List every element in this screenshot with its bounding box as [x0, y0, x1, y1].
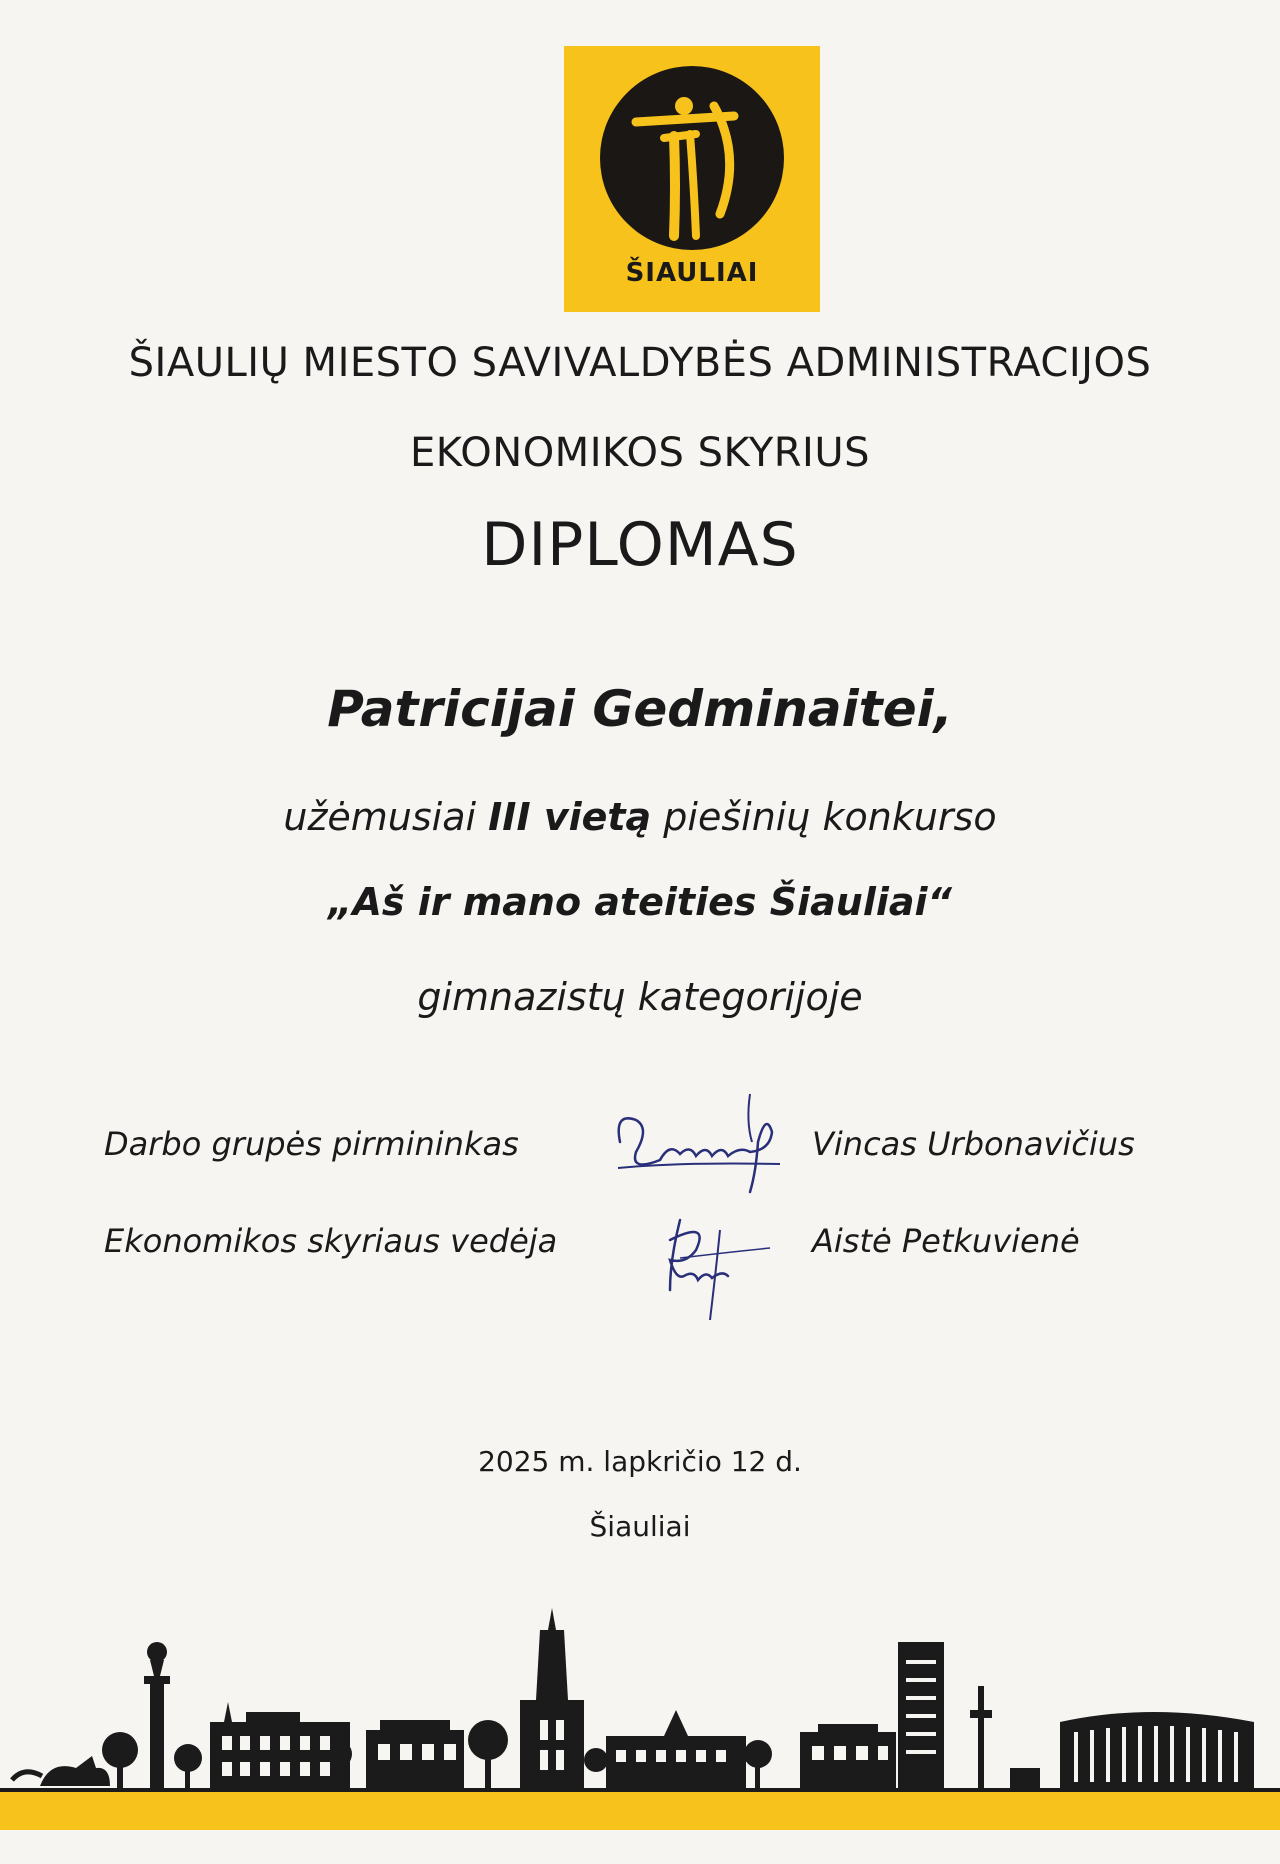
- contest-name: „Aš ir mano ateities Šiauliai“: [327, 880, 953, 924]
- signatory-role-2: Ekonomikos skyriaus vedėja: [104, 1222, 558, 1260]
- organization-line-2: EKONOMIKOS SKYRIUS: [409, 430, 871, 476]
- diploma-date: 2025 m. lapkričio 12 d.: [478, 1445, 802, 1478]
- footer-yellow-band: [0, 1792, 1280, 1830]
- award-line: [0, 795, 1280, 839]
- recipient-name: Patricijai Gedminaitei,: [327, 680, 953, 738]
- signatory-name-2: Aistė Petkuvienė: [812, 1222, 1080, 1260]
- award-line-suffix: piešinių konkurso: [651, 795, 997, 839]
- signatory-name-1: Vincas Urbonavičius: [812, 1125, 1135, 1163]
- organization-line-1: ŠIAULIŲ MIESTO SAVIVALDYBĖS ADMINISTRACIJOS: [128, 340, 1152, 386]
- category-line: gimnazistų kategorijoje: [417, 975, 863, 1019]
- signatory-role-1: Darbo grupės pirmininkas: [104, 1125, 519, 1163]
- diploma-title: DIPLOMAS: [481, 510, 799, 580]
- city-skyline-illustration: [0, 1590, 1280, 1864]
- signature-1-icon: [600, 1082, 800, 1202]
- award-place: III vietą: [488, 795, 652, 839]
- signature-2-icon: [640, 1200, 780, 1330]
- award-line-prefix: užėmusiai: [283, 795, 489, 839]
- logo-text: ŠIAULIAI: [625, 258, 759, 288]
- siauliai-logo: [564, 46, 820, 312]
- diploma-place: Šiauliai: [589, 1510, 691, 1543]
